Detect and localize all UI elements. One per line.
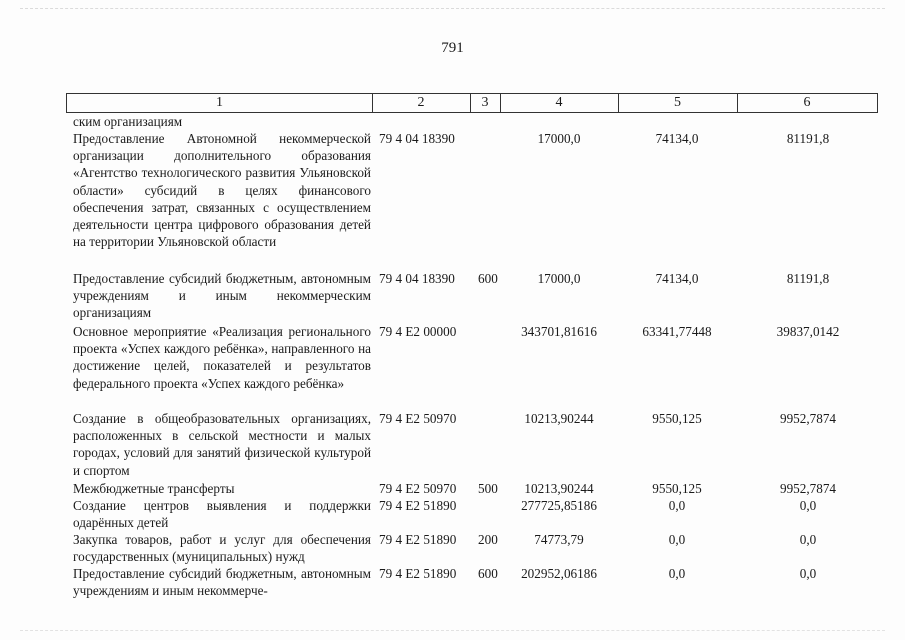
row-vr: 200: [478, 532, 498, 547]
header-col-3: 3: [481, 95, 489, 110]
row-code: 79 4 E2 51890: [379, 566, 457, 581]
scan-artifact-bottom: [20, 630, 885, 632]
row-description: Межбюджетные трансферты: [73, 481, 235, 496]
row-description: Предоставление Автономной некоммерческой организации дополнительного образования «Агентство технологического развития Ульяновской области» субсидий в целях финансового обеспечения затрат, связанных с осуществлением деятельности центра цифрового образования детей на территории Ульяновской области: [73, 131, 371, 250]
header-col-2: 2: [417, 95, 425, 110]
row-code: 79 4 04 18390: [379, 271, 455, 286]
row-code: 79 4 E2 51890: [379, 532, 457, 547]
row-value-2021: 17000,0: [537, 271, 581, 286]
row-value-2023: 81191,8: [786, 131, 830, 146]
row-value-2022: 9550,125: [652, 411, 702, 426]
row-code: 79 4 E2 50970: [379, 411, 457, 426]
row-value-2021: 10213,90244: [524, 481, 594, 496]
header-col-1: 1: [216, 95, 223, 110]
row-description: Создание центров выявления и поддержки одарённых детей: [73, 498, 371, 531]
table-header: [66, 93, 878, 113]
header-col-4: 4: [555, 95, 563, 110]
row-value-2022: 74134,0: [655, 131, 699, 146]
row-description: Создание в общеобразовательных организациях, расположенных в сельской местности и малых городах, условий для занятий физической культурой и спортом: [73, 411, 371, 478]
row-value-2022: 9550,125: [652, 481, 702, 496]
header-col-5: 5: [674, 95, 681, 110]
row-value-2023: 0,0: [799, 532, 817, 547]
row-value-2023: 39837,0142: [776, 324, 840, 339]
row-value-2021: 343701,81616: [521, 324, 597, 339]
row-description: Предоставление субсидий бюджетным, автономным учреждениям и иным некоммерче-: [73, 566, 371, 599]
row-code: 79 4 E2 51890: [379, 498, 457, 513]
row-value-2023: 9952,7874: [779, 481, 837, 496]
row-description: Предоставление субсидий бюджетным, автономным учреждениям и иным некоммерческим организациям: [73, 271, 371, 321]
row-value-2022: 63341,77448: [642, 324, 712, 339]
row-code: 79 4 E2 00000: [379, 324, 457, 339]
row-value-2021: 10213,90244: [524, 411, 594, 426]
header-col-6: 6: [803, 95, 811, 110]
page-number: 791: [441, 40, 464, 56]
continued-text: ским организациям: [73, 114, 183, 129]
row-value-2022: 0,0: [668, 498, 686, 513]
row-code: 79 4 04 18390: [379, 131, 455, 146]
scan-artifact-top: [20, 8, 885, 10]
row-vr: 500: [478, 481, 498, 496]
row-value-2022: 0,0: [668, 532, 686, 547]
row-value-2021: 202952,06186: [521, 566, 597, 581]
row-value-2023: 9952,7874: [779, 411, 837, 426]
row-value-2023: 81191,8: [786, 271, 830, 286]
row-value-2023: 0,0: [799, 498, 817, 513]
row-description: Основное мероприятие «Реализация регионального проекта «Успех каждого ребёнка», направленного на достижение целей, показателей и результатов федерального проекта «Успех каждого ребёнка»: [73, 324, 371, 391]
row-vr: 600: [478, 271, 498, 286]
row-value-2021: 277725,85186: [521, 498, 597, 513]
row-vr: 600: [478, 566, 498, 581]
row-value-2022: 74134,0: [655, 271, 699, 286]
row-description: Закупка товаров, работ и услуг для обеспечения государственных (муниципальных) нужд: [73, 532, 371, 565]
row-value-2022: 0,0: [668, 566, 686, 581]
row-value-2023: 0,0: [799, 566, 817, 581]
row-value-2021: 17000,0: [537, 131, 581, 146]
row-code: 79 4 E2 50970: [379, 481, 457, 496]
row-value-2021: 74773,79: [534, 532, 584, 547]
